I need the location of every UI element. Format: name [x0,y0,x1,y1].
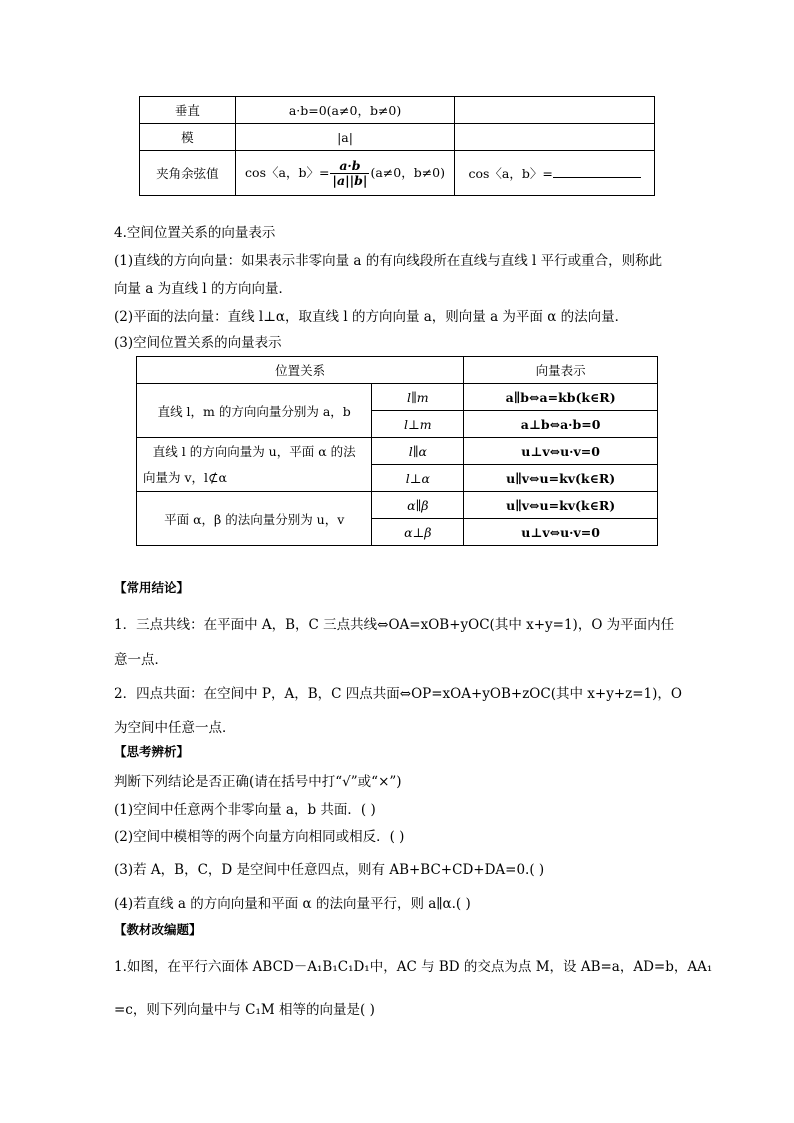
table-row [140,151,655,196]
conclusion-1: 1．三点共线：在平面中 A，B，C 三点共线⇔OA=xOB+yOC(其中 x+y=1)，O 为平面内任 [114,617,675,633]
cosine-fraction [330,159,369,188]
thinking-q1: (1)空间中任意两个非零向量 a，b 共面．( ) [114,802,376,818]
header-relation: 位置关系 [137,357,464,384]
table-header-row [137,357,658,384]
row-label: 垂直 [140,97,236,124]
row-formula: a·b=0(a≠0，b≠0) [235,97,455,124]
relation-cell: l⊥m [372,411,464,438]
thinking-intro: 判断下列结论是否正确(请在括号中打“√”或“×”) [114,774,402,790]
vector-cell: u⊥v⇔u·v=0 [464,438,658,465]
row-formula [235,151,455,196]
table-row [140,97,655,124]
row-right [455,124,655,151]
relation-cell: α⊥β [372,519,464,546]
table-row [137,438,658,465]
vector-cell: a⊥b⇔a·b=0 [464,411,658,438]
relation-cell: l∥m [372,384,464,411]
vector-cell: u⊥v⇔u·v=0 [464,519,658,546]
thinking-heading: 【思考辨析】 [114,744,190,759]
row-label: 模 [140,124,236,151]
group-description [137,438,372,492]
vector-cell: a∥b⇔a=kb(k∈R) [464,384,658,411]
formula-suffix: (a≠0，b≠0) [370,164,446,180]
textbook-q1-cont: =c，则下列向量中与 C₁M 相等的向量是( ) [114,1002,375,1018]
vector-formula-table [139,96,655,196]
group-description [137,384,372,438]
desc-line: 平面 α，β 的法向量分别为 u，v [164,511,345,527]
relation-cell: l⊥α [372,465,464,492]
formula-prefix: cos〈a，b〉= [245,164,330,180]
conclusion-1-cont: 意一点． [114,652,168,668]
conclusions-heading: 【常用结论】 [114,580,190,595]
answer-blank[interactable] [553,165,641,178]
paragraph: 向量 a 为直线 l 的方向向量． [114,281,293,297]
paragraph: (2)平面的法向量：直线 l⊥α，取直线 l 的方向向量 a，则向量 a 为平面 α 的法向量． [114,309,629,325]
right-formula: cos〈a，b〉= [468,166,553,181]
group-description [137,492,372,546]
conclusion-2: 2．四点共面：在空间中 P，A，B，C 四点共面⇔OP=xOA+yOB+zOC(其中 x+y+z=1)，O [114,686,682,702]
header-vector: 向量表示 [464,357,658,384]
table-row [137,492,658,519]
section-title: 4.空间位置关系的向量表示 [114,225,276,241]
vector-cell: u∥v⇔u=kv(k∈R) [464,492,658,519]
row-right [455,97,655,124]
row-formula: |a| [235,124,455,151]
table-row [137,384,658,411]
row-label: 夹角余弦值 [140,151,236,196]
relation-cell: α∥β [372,492,464,519]
row-right [455,151,655,196]
table-row [140,124,655,151]
conclusion-2-cont: 为空间中任意一点． [114,720,236,736]
desc-line: 直线 l，m 的方向向量分别为 a，b [157,403,351,419]
fraction-denominator: |a||b| [332,172,368,188]
desc-line: 向量为 v，l⊄α [143,469,227,485]
textbook-heading: 【教材改编题】 [114,922,202,937]
thinking-q2: (2)空间中模相等的两个向量方向相同或相反．( ) [114,829,405,845]
textbook-q1: 1.如图，在平行六面体 ABCD－A₁B₁C₁D₁中，AC 与 BD 的交点为点 M，设 AB=a，AD=b，AA₁ [114,959,713,975]
paragraph: (1)直线的方向向量：如果表示非零向量 a 的有向线段所在直线与直线 l 平行或重合，则称此 [114,253,663,269]
relation-cell: l∥α [372,438,464,465]
thinking-q3: (3)若 A，B，C，D 是空间中任意四点，则有 AB+BC+CD+DA=0.( ) [114,862,545,878]
desc-line: 直线 l 的方向向量为 u，平面 α 的法 [152,443,356,459]
paragraph: (3)空间位置关系的向量表示 [114,335,282,351]
thinking-q4: (4)若直线 a 的方向向量和平面 α 的法向量平行，则 a∥α.( ) [114,896,471,912]
vector-cell: u∥v⇔u=kv(k∈R) [464,465,658,492]
position-relation-table [136,356,658,546]
fraction-numerator: a·b [330,159,369,174]
